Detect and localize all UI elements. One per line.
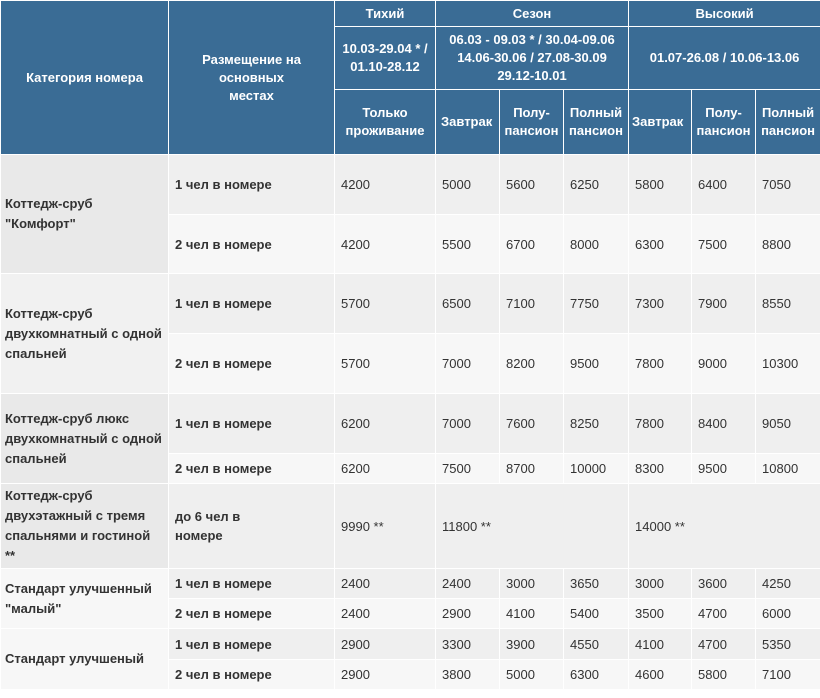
table-row — [1, 484, 820, 569]
price-cell: 4550 — [564, 629, 629, 660]
price-cell: 5600 — [500, 155, 564, 215]
price-cell: 4200 — [335, 215, 436, 274]
price-cell: 4250 — [756, 569, 820, 599]
table-row — [1, 569, 820, 599]
season-high-dates: 01.07-26.08 / 10.06-13.06 — [629, 27, 820, 90]
price-cell: 3650 — [564, 569, 629, 599]
room-category: Коттедж-сруб двухэтажный с тремя спальнями и гостиной ** — [1, 484, 169, 569]
season-season-dates: 06.03 - 09.03 * / 30.04-09.06 14.06-30.06 / 27.08-30.09 29.12-10.01 — [436, 27, 629, 90]
price-cell: 7800 — [629, 394, 692, 454]
price-cell: 2900 — [436, 599, 500, 629]
season-season: Сезон — [436, 1, 629, 27]
price-cell: 3900 — [500, 629, 564, 660]
price-cell: 7100 — [756, 660, 820, 690]
price-cell: 8000 — [564, 215, 629, 274]
price-cell: 2400 — [335, 599, 436, 629]
table-row — [1, 274, 820, 334]
price-cell: 7500 — [436, 454, 500, 484]
price-cell: 9500 — [564, 334, 629, 394]
price-cell: 5800 — [692, 660, 756, 690]
season-high: Высокий — [629, 1, 820, 27]
price-cell: 7900 — [692, 274, 756, 334]
meal-header: Завтрак — [436, 90, 500, 155]
price-cell: 6400 — [692, 155, 756, 215]
placement: 1 чел в номере — [169, 569, 335, 599]
price-cell: 5400 — [564, 599, 629, 629]
price-cell: 6300 — [564, 660, 629, 690]
price-cell: 8200 — [500, 334, 564, 394]
price-cell: 8300 — [629, 454, 692, 484]
table-row — [1, 155, 820, 215]
price-cell: 3600 — [692, 569, 756, 599]
price-cell: 5700 — [335, 334, 436, 394]
placement: 2 чел в номере — [169, 599, 335, 629]
price-cell: 3800 — [436, 660, 500, 690]
price-cell: 7500 — [692, 215, 756, 274]
price-cell: 4100 — [629, 629, 692, 660]
price-cell: 2400 — [335, 569, 436, 599]
price-cell: 14000 ** — [629, 484, 820, 569]
placement: 2 чел в номере — [169, 660, 335, 690]
price-cell: 11800 ** — [436, 484, 629, 569]
price-cell: 6250 — [564, 155, 629, 215]
placement: 1 чел в номере — [169, 394, 335, 454]
price-cell: 4700 — [692, 629, 756, 660]
placement: 2 чел в номере — [169, 334, 335, 394]
price-cell: 7000 — [436, 394, 500, 454]
price-cell: 3300 — [436, 629, 500, 660]
placement: 2 чел в номере — [169, 454, 335, 484]
price-cell: 3000 — [629, 569, 692, 599]
price-cell: 9050 — [756, 394, 820, 454]
meal-header: Только проживание — [335, 90, 436, 155]
price-cell: 7750 — [564, 274, 629, 334]
placement: 1 чел в номере — [169, 274, 335, 334]
season-quiet-dates: 10.03-29.04 * / 01.10-28.12 — [335, 27, 436, 90]
placement: 1 чел в номере — [169, 629, 335, 660]
price-cell: 9000 — [692, 334, 756, 394]
price-cell: 6200 — [335, 394, 436, 454]
price-cell: 7300 — [629, 274, 692, 334]
meal-header: Полу-пансион — [500, 90, 564, 155]
price-cell: 8400 — [692, 394, 756, 454]
price-cell: 6300 — [629, 215, 692, 274]
header-placement: Размещение на основных местах — [169, 1, 335, 155]
price-cell: 8250 — [564, 394, 629, 454]
price-cell: 9500 — [692, 454, 756, 484]
meal-header: Завтрак — [629, 90, 692, 155]
price-cell: 7600 — [500, 394, 564, 454]
price-cell: 4700 — [692, 599, 756, 629]
price-cell: 5000 — [436, 155, 500, 215]
price-cell: 5500 — [436, 215, 500, 274]
price-cell: 3500 — [629, 599, 692, 629]
table-row — [1, 394, 820, 454]
price-cell: 8700 — [500, 454, 564, 484]
price-cell: 6000 — [756, 599, 820, 629]
price-cell: 2900 — [335, 629, 436, 660]
price-cell: 10300 — [756, 334, 820, 394]
meal-header: Полный пансион — [756, 90, 820, 155]
season-quiet: Тихий — [335, 1, 436, 27]
price-cell: 4600 — [629, 660, 692, 690]
header-category: Категория номера — [1, 1, 169, 155]
room-category: Стандарт улучшенный "малый" — [1, 569, 169, 629]
price-cell: 6200 — [335, 454, 436, 484]
price-cell: 7100 — [500, 274, 564, 334]
price-cell: 5800 — [629, 155, 692, 215]
price-cell: 2400 — [436, 569, 500, 599]
placement: 1 чел в номере — [169, 155, 335, 215]
price-cell: 6700 — [500, 215, 564, 274]
price-cell: 7050 — [756, 155, 820, 215]
price-cell: 2900 — [335, 660, 436, 690]
room-category: Коттедж-сруб двухкомнатный с одной спальней — [1, 274, 169, 394]
table-row — [1, 629, 820, 660]
meal-header: Полный пансион — [564, 90, 629, 155]
room-category: Коттедж-сруб "Комфорт" — [1, 155, 169, 274]
price-cell: 5000 — [500, 660, 564, 690]
price-cell: 10800 — [756, 454, 820, 484]
room-category: Коттедж-сруб люкс двухкомнатный с одной спальней — [1, 394, 169, 484]
price-cell: 4200 — [335, 155, 436, 215]
price-cell: 5350 — [756, 629, 820, 660]
price-cell: 6500 — [436, 274, 500, 334]
room-category: Стандарт улучшеный — [1, 629, 169, 690]
placement: 2 чел в номере — [169, 215, 335, 274]
price-cell: 8800 — [756, 215, 820, 274]
price-cell: 7000 — [436, 334, 500, 394]
price-cell: 7800 — [629, 334, 692, 394]
placement: до 6 чел в номере — [169, 484, 335, 569]
price-cell: 8550 — [756, 274, 820, 334]
price-cell: 5700 — [335, 274, 436, 334]
meal-header: Полу-пансион — [692, 90, 756, 155]
price-cell: 4100 — [500, 599, 564, 629]
price-cell: 10000 — [564, 454, 629, 484]
price-cell: 3000 — [500, 569, 564, 599]
price-cell: 9990 ** — [335, 484, 436, 569]
